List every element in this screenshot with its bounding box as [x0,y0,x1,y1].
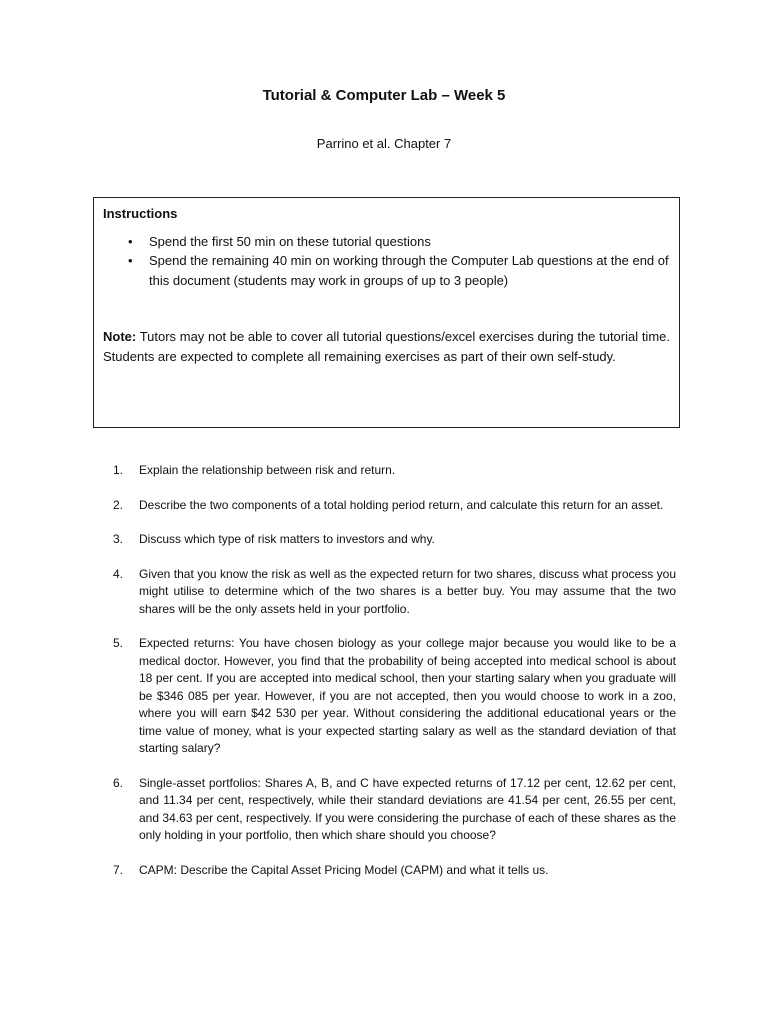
instructions-box [93,197,680,428]
question-item [113,566,676,619]
bullet-icon: • [128,233,133,249]
question-text: Single-asset portfolios: Shares A, B, and C have expected returns of 17.12 per cent, 12.62 per cent, and 11.34 per cent, respectively, while their standard deviations are 41.54 per cent, 26.55 per cent, and 34.63 per cent, respectively. If you were considering the purchase of each of these shares as the only holding in your portfolio, then which share should you choose? [139,775,676,842]
instruction-text: Spend the first 50 min on these tutorial questions [149,233,431,249]
instruction-item [103,232,670,252]
question-number: 1. [113,463,124,477]
note-label: Note: [103,329,137,344]
question-item [113,531,676,549]
page-title: Tutorial & Computer Lab – Week 5 [262,87,506,104]
note-text: Tutors may not be able to cover all tutorial questions/excel exercises during the tutorial time. Students are expected to complete all remaining exercises as part of their own self-study. [103,329,670,364]
question-number: 4. [113,566,124,581]
question-text: Discuss which type of risk matters to investors and why. [139,532,435,546]
question-text: Expected returns: You have chosen biology as your college major because you would like to be a medical doctor. However, you find that the probability of being accepted into medical school is about 18 per cent. If you are accepted into medical school, then your starting salary when you graduate will be $346 085 per year. However, if you are not accepted, then you would choose to work in a zoo, where you will earn $42 530 per year. Without considering the additional educational years or the time value of money, what is your expected starting salary as well as the standard deviation of that starting salary? [139,636,676,755]
question-text: CAPM: Describe the Capital Asset Pricing Model (CAPM) and what it tells us. [139,862,549,877]
instruction-item [103,251,670,290]
page-subtitle: Parrino et al. Chapter 7 [316,136,452,151]
bullet-icon: • [128,253,133,268]
question-text: Given that you know the risk as well as the expected return for two shares, discuss what process you might utilise to determine which of the two shares is a better buy. You may assume that the two shares will be the only assets held in your portfolio. [139,566,676,616]
question-number: 7. [113,862,124,877]
question-item [113,775,676,845]
question-list [113,462,676,879]
question-text: Describe the two components of a total holding period return, and calculate this return for an asset. [139,497,664,512]
question-number: 2. [113,497,124,512]
question-item [113,462,676,480]
instruction-text: Spend the remaining 40 min on working through the Computer Lab questions at the end of this document (students may work in groups of up to 3 people) [149,253,669,288]
question-number: 3. [113,532,124,546]
note-paragraph [103,327,670,366]
question-item [113,862,676,880]
question-number: 5. [113,636,124,650]
question-item [113,635,676,758]
question-text: Explain the relationship between risk and return. [139,463,396,477]
instructions-list [103,232,670,291]
instructions-heading: Instructions [103,206,178,221]
question-item [113,497,676,515]
question-number: 6. [113,775,124,790]
